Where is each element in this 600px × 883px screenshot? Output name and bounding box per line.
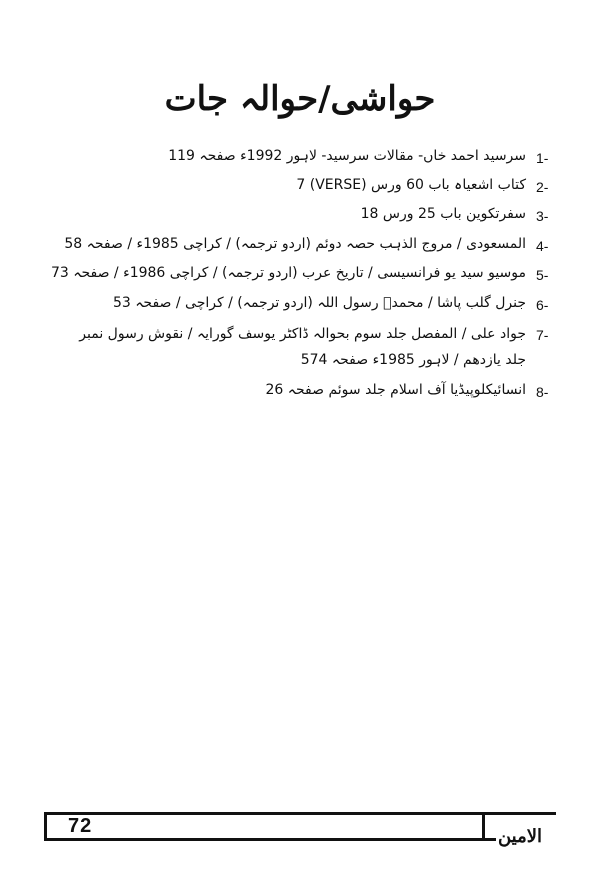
note-number: 2- [536,179,549,195]
note-text: سفرتکوین باب 25 ورس 18 [360,206,526,222]
note-text: کتاب اشعیاہ باب 60 ورس (VERSE) 7 [296,177,526,193]
note-number: 6- [536,297,549,313]
page-title: حواشی/حوالہ جات [164,79,436,119]
note-text: انسائیکلوپیڈیا آف اسلام جلد سوئم صفحہ 26 [265,382,526,398]
note-number: 3- [536,208,549,224]
note-text: جواد علی / المفصل جلد سوم بحوالہ ڈاکٹر یوسف گورایہ / نقوش رسول نمبر جلد یازدھم / لاہور 1985ء صفحہ 574 [79,326,526,368]
note-number: 5- [536,267,549,283]
note-text: سرسید احمد خاں- مقالات سرسید- لاہور 1992ء صفحہ 119 [168,148,526,164]
note-number: 4- [536,238,549,254]
note-number: 7- [536,327,549,343]
footer-rule [44,838,496,841]
notes-list [0,0,600,420]
note-number: 1- [536,150,549,166]
page-footer [44,812,556,862]
page-number: 72 [68,815,93,837]
note-text: المسعودی / مروج الذہب حصہ دوئم (اردو ترجمہ) / کراچی 1985ء / صفحہ 58 [64,236,526,252]
footer-rule [44,812,556,815]
publication-logo: الامین [497,826,543,847]
note-text: موسیو سید یو فرانسیسی / تاریخ عرب (اردو ترجمہ) / کراچی 1986ء / صفحہ 73 [50,265,526,281]
footer-divider [44,812,47,841]
note-text: جنرل گلب پاشا / محمدؐ رسول اللہ (اردو ترجمہ) / کراچی / صفحہ 53 [112,295,526,311]
footer-divider [482,812,485,841]
note-number: 8- [536,384,549,400]
